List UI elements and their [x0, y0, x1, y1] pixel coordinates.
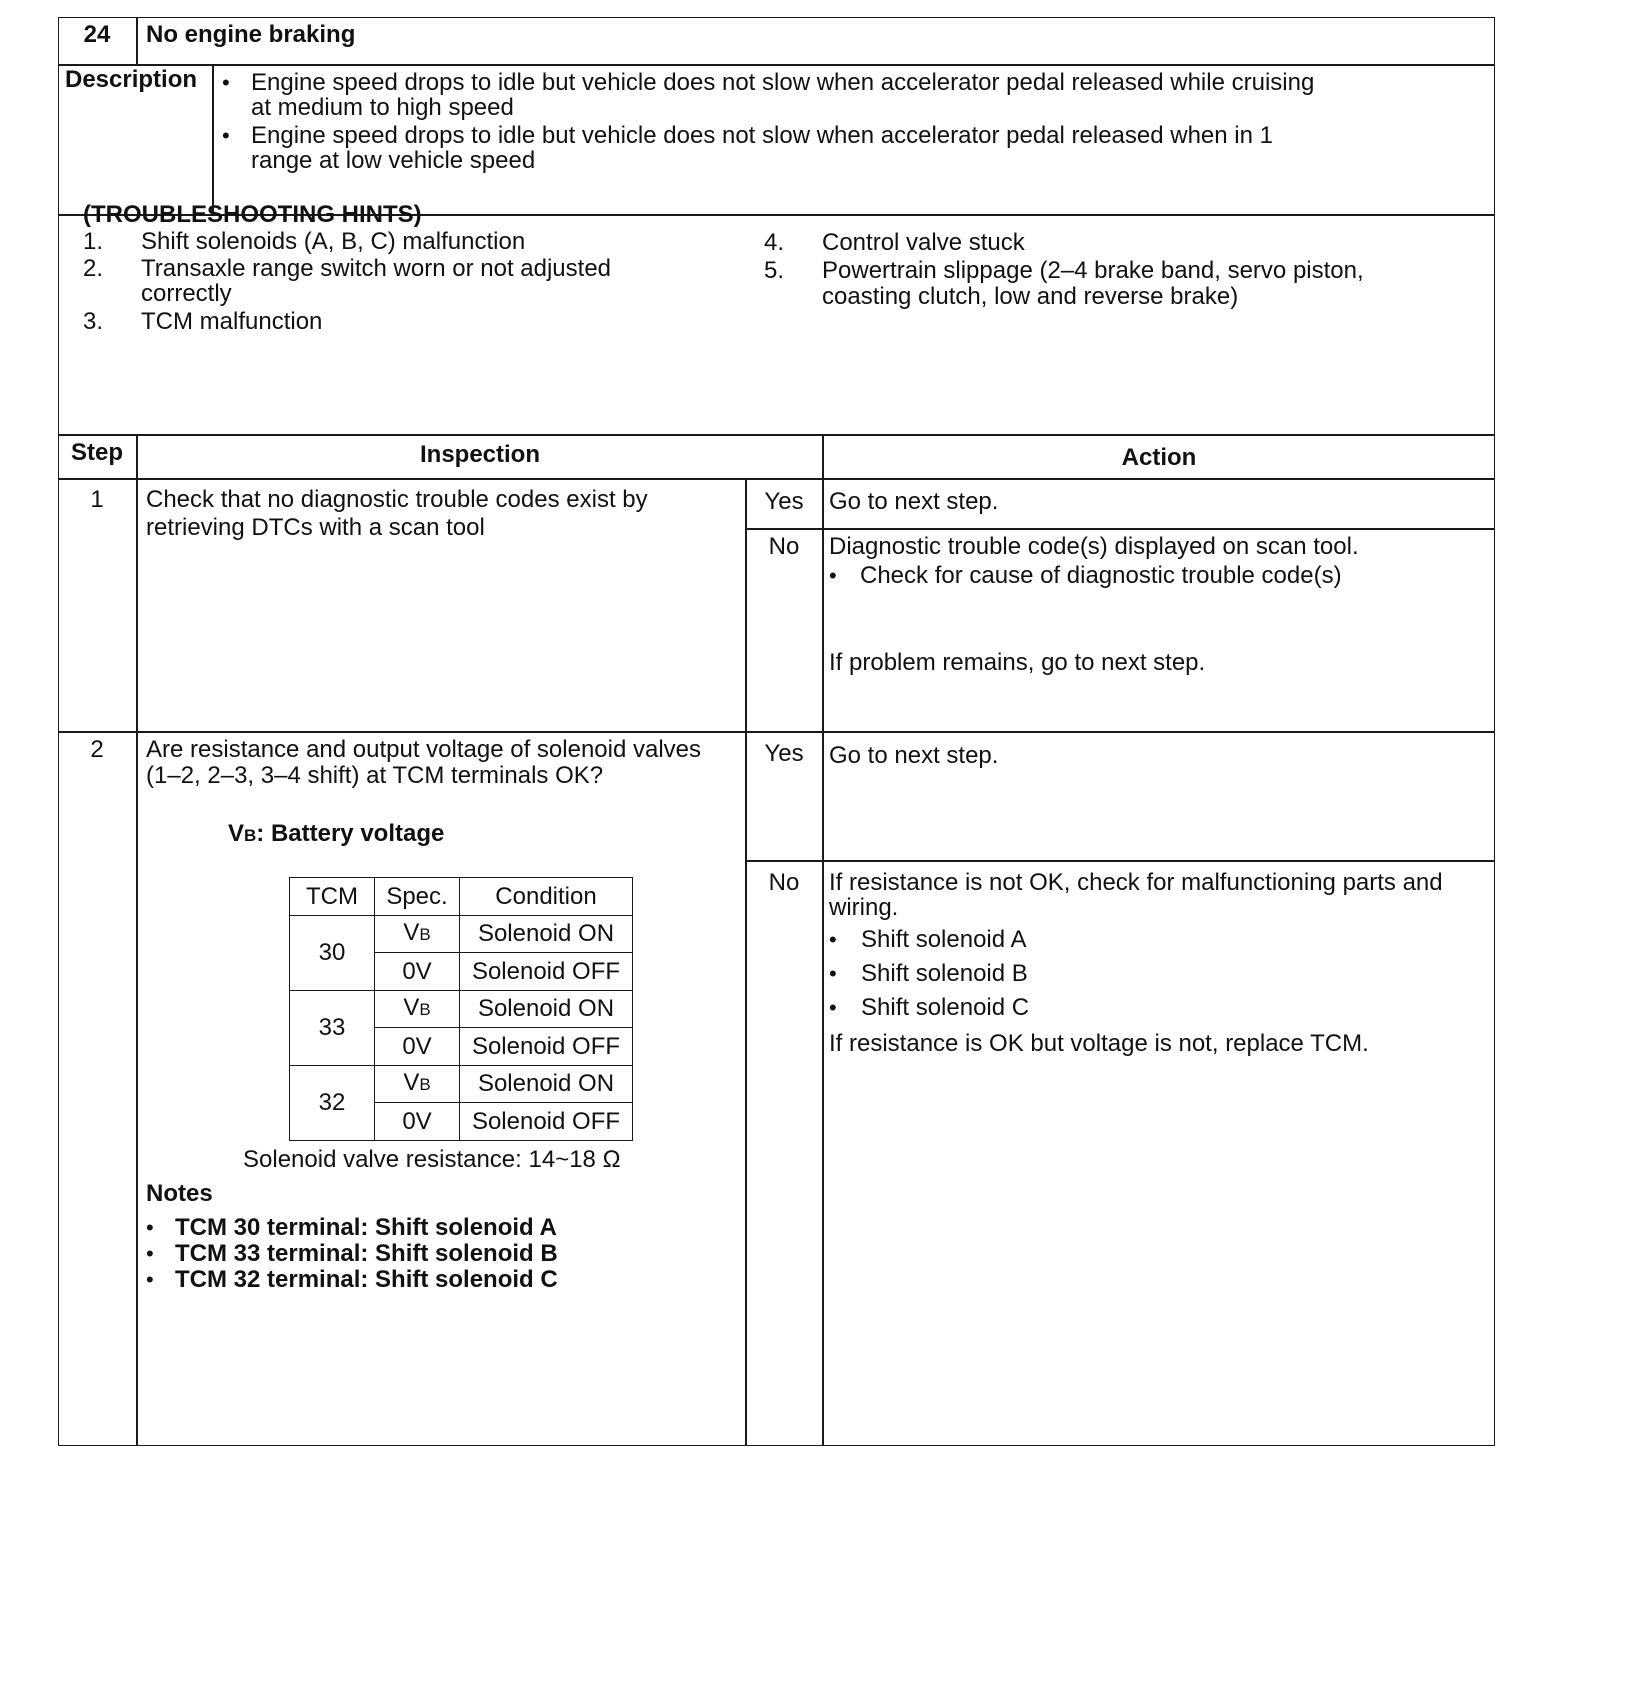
action-column-divider	[822, 434, 824, 1446]
inspection-column-header: Inspection	[419, 441, 540, 468]
note-bullet: •	[146, 1241, 154, 1266]
step-number: 1	[90, 486, 104, 513]
procedure-number: 24	[83, 21, 111, 48]
resistance-spec: Solenoid valve resistance: 14~18 Ω	[243, 1146, 621, 1173]
hint-text-cont: correctly	[141, 280, 232, 307]
step-number: 2	[90, 736, 104, 763]
description-label: Description	[65, 66, 198, 93]
spec-condition: Solenoid ON	[460, 990, 633, 1028]
spec-value: VB	[375, 915, 460, 953]
hint-number: 2.	[83, 255, 104, 282]
spec-condition: Solenoid OFF	[460, 953, 633, 991]
note-bullet: •	[146, 1215, 154, 1240]
description-bullet-2: •	[222, 123, 230, 148]
procedure-title: No engine braking	[146, 21, 356, 48]
solenoid-spec-table	[289, 877, 633, 1141]
hint-text: Shift solenoids (A, B, C) malfunction	[141, 228, 526, 255]
action-text: If resistance is not OK, check for malfunctioning parts and	[829, 869, 1443, 896]
spec-header-tcm: TCM	[290, 878, 375, 916]
spec-value: 0V	[375, 953, 460, 991]
hint-text-cont: coasting clutch, low and reverse brake)	[822, 283, 1239, 310]
step-column-header: Step	[70, 439, 123, 466]
note-item: TCM 32 terminal: Shift solenoid C	[175, 1266, 558, 1293]
action-bullet-text: Shift solenoid C	[861, 994, 1030, 1021]
spec-header-condition: Condition	[460, 878, 633, 916]
spec-terminal: 33	[290, 990, 375, 1065]
description-divider	[212, 64, 214, 214]
spec-terminal: 32	[290, 1065, 375, 1140]
action-text: Diagnostic trouble code(s) displayed on scan tool.	[829, 533, 1359, 560]
yes-label: Yes	[764, 488, 804, 515]
description-bullet-1: •	[222, 70, 230, 95]
step1-yes-no-divider	[745, 528, 1495, 530]
step2-yes-no-divider	[745, 860, 1495, 862]
note-bullet: •	[146, 1267, 154, 1292]
hints-bottom	[58, 434, 1495, 436]
inspection-text: Are resistance and output voltage of solenoid valves	[146, 736, 702, 763]
action-text: If problem remains, go to next step.	[829, 649, 1206, 676]
hint-text: Powertrain slippage (2–4 brake band, servo piston,	[822, 257, 1364, 284]
battery-voltage-label: VB: Battery voltage	[228, 820, 445, 847]
step1-bottom	[58, 731, 1495, 733]
note-item: TCM 30 terminal: Shift solenoid A	[175, 1214, 557, 1241]
notes-heading: Notes	[146, 1180, 213, 1207]
spec-value: VB	[375, 990, 460, 1028]
inspection-text-cont: (1–2, 2–3, 3–4 shift) at TCM terminals OK?	[146, 762, 604, 789]
yes-label: Yes	[764, 740, 804, 767]
description-item-1: Engine speed drops to idle but vehicle does not slow when accelerator pedal released while cruising	[251, 69, 1315, 96]
description-item-1-cont: at medium to high speed	[251, 94, 514, 121]
action-text: Check for cause of diagnostic trouble code(s)	[860, 562, 1342, 589]
hint-number: 1.	[83, 228, 104, 255]
hint-text: Control valve stuck	[822, 229, 1025, 256]
spec-condition: Solenoid OFF	[460, 1103, 633, 1141]
note-item: TCM 33 terminal: Shift solenoid B	[175, 1240, 558, 1267]
hint-number: 3.	[83, 308, 104, 335]
action-text: If resistance is OK but voltage is not, replace TCM.	[829, 1030, 1369, 1057]
action-column-header: Action	[1121, 444, 1197, 471]
spec-value: 0V	[375, 1103, 460, 1141]
description-item-2-cont: range at low vehicle speed	[251, 147, 536, 174]
troubleshooting-page	[58, 17, 1495, 1446]
inspection-text-cont: retrieving DTCs with a scan tool	[146, 514, 485, 541]
action-bullet: •	[829, 563, 837, 588]
spec-header-spec: Spec.	[375, 878, 460, 916]
spec-condition: Solenoid ON	[460, 1065, 633, 1103]
step-column-divider	[136, 434, 138, 1446]
hint-number: 5.	[764, 257, 785, 284]
action-bullet-text: Shift solenoid A	[861, 926, 1027, 953]
action-text: Go to next step.	[829, 488, 999, 515]
no-label: No	[768, 533, 800, 560]
action-bullet-text: Shift solenoid B	[861, 960, 1028, 987]
action-text-cont: wiring.	[829, 894, 899, 921]
hints-heading: (TROUBLESHOOTING HINTS)	[83, 201, 422, 228]
hint-text: TCM malfunction	[141, 308, 323, 335]
spec-condition: Solenoid OFF	[460, 1028, 633, 1066]
header-divider	[58, 64, 1495, 66]
header-number-divider	[136, 17, 138, 64]
action-text: Go to next step.	[829, 742, 999, 769]
spec-value: 0V	[375, 1028, 460, 1066]
yesno-column-divider	[745, 478, 747, 1446]
inspection-text: Check that no diagnostic trouble codes exist by	[146, 486, 648, 513]
action-bullet: •	[829, 961, 837, 986]
hint-number: 4.	[764, 229, 785, 256]
description-item-2: Engine speed drops to idle but vehicle does not slow when accelerator pedal released when in 1	[251, 122, 1273, 149]
hint-text: Transaxle range switch worn or not adjusted	[141, 255, 612, 282]
no-label: No	[768, 869, 800, 896]
action-bullet: •	[829, 927, 837, 952]
spec-value: VB	[375, 1065, 460, 1103]
action-bullet: •	[829, 995, 837, 1020]
spec-condition: Solenoid ON	[460, 915, 633, 953]
column-header-bottom	[58, 478, 1495, 480]
spec-terminal: 30	[290, 915, 375, 990]
